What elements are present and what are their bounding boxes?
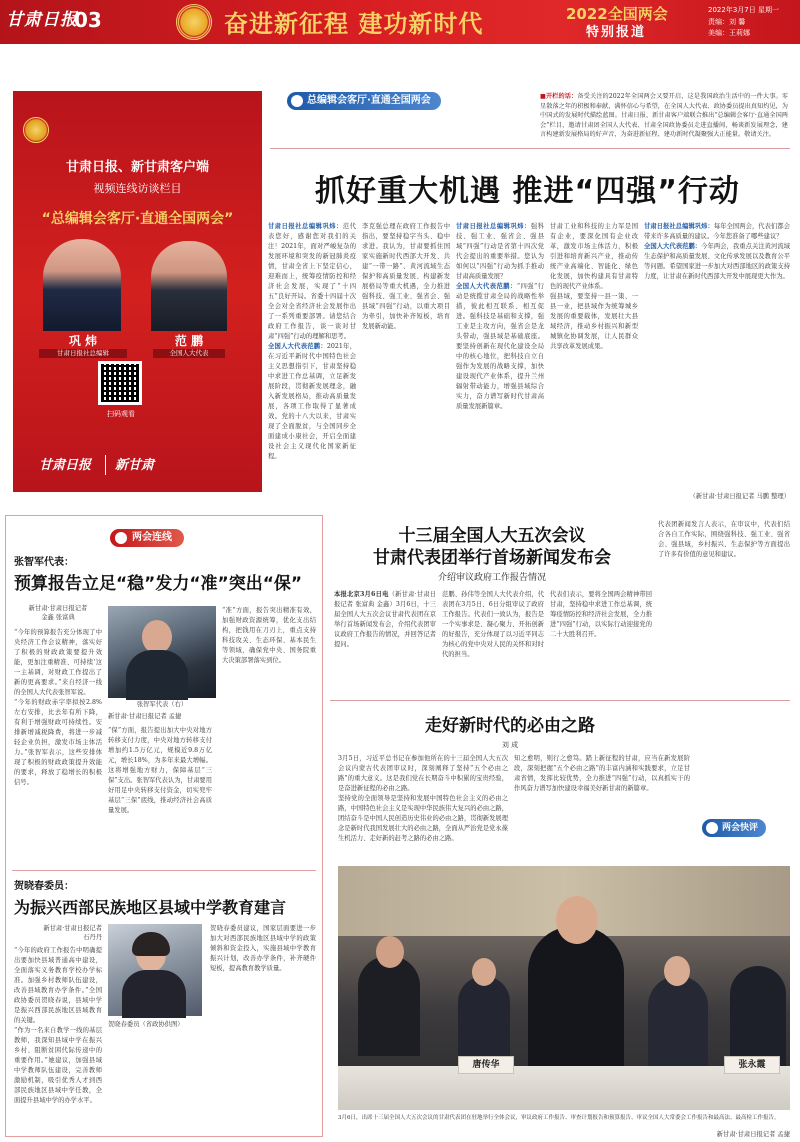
press-p3-text: 代表们表示，要将全国两会精神带回甘肃，坚持稳中求进工作总基调，统筹疫情防控和经济社会发展，全力推进“四强”行动，以实际行动迎接党的二十大胜利召开。 [550,591,652,638]
kuaiping-tag [702,819,766,837]
promo-title: “总编辑会客厅·直通全国两会” [41,211,234,227]
he-photo [108,924,202,1016]
press-p1-text: （新甘肃·甘肃日报记者 张富典 金鑫）3月6日，十三届全国人大五次会议甘肃代表团在京举行首场新闻发布会，介绍代表团审议政府工作报告的情况，并回答记者提问。 [334,591,436,648]
comment-p1: 3月5日，习近平总书记在参加他所在的十三届全国人大五次会议内蒙古代表团审议时，深刻阐释了坚持“五个必由之路”的重大意义。这是我们党在长期奋斗中积累的宝贵经验，是奋进新征程的必由之路。 [338,755,508,792]
issue-date: 2022年3月7日 星期一 [708,6,779,14]
p9-text: 今年两会，我重点关注黄河流域生态保护和高质量发展、文化传承发展以及教育公平等问题。希望国家进一步加大对西部地区的政策支持力度，让甘肃在新时代西部大开发中展现更大作为。 [644,243,791,280]
comment-col-2 [514,754,690,860]
nameplate-1: 唐传华 [458,1056,514,1074]
he-col-1 [14,946,102,1132]
comment-p2: 坚持党的全面领导是坚持和发展中国特色社会主义的必由之路，中国特色社会主义是实现中华民族伟大复兴的必由之路，团结奋斗是中国人民创造历史伟业的必由之路，贯彻新发展理念是新时代我国发展壮大的必由之路，全面从严治党是党永葆生机活力、走好新的赶考之路的必由之路。 [338,795,509,842]
person2-photo [151,241,227,331]
p4-text: 强科技、强工业、强省会、强县域“四强”行动是省第十四次党代会提出的重要举措。您认为如何以“四强”行动为抓手推动甘肃高质量发展？ [456,223,545,280]
kuaiping-tag-icon [706,822,718,834]
kuaiping-tag-label: 两会快评 [722,823,759,833]
person1-name: 巩 炜 [68,334,98,348]
comment-headline: 走好新时代的必由之路 [425,716,595,736]
page-number: 03 [74,8,102,32]
promo-badge-icon [23,117,49,143]
person2-role: 全国人大代表 [153,349,225,358]
promo-panel [13,91,262,492]
zhang-p4: “准”方面，报告突出精准有效，加强财政资源统筹，优化支出结构，把钱用在刀刃上，重点支持科技攻关、生态环保、基本民生等领域，确保党中央、国务院重大决策部署落实到位。 [222,607,316,664]
promo-line1: 甘肃日报、新甘肃客户端 [65,160,209,175]
intro-divider [270,148,790,149]
interview-col-1 [268,222,356,504]
he-p1: “今年的政府工作报告中明确提出要加快县域普通高中建设，全面落实义务教育学校办学标准。加强乡村教师队伍建设，改善县域教育办学条件。”全国政协委员贺晓春说，县域中学是振兴西部民族地区县域教育的关键。 [14,947,102,1024]
zhang-col-2 [108,726,212,866]
interview-col-4 [550,222,638,504]
photo-caption: 3月6日，出席十三届全国人大五次会议的甘肃代表团在驻地举行全体会议，审议政府工作报告、审查计划报告和预算报告、审议全国人大常委会工作报告和最高法、最高检工作报告。 [338,1115,780,1121]
column-tag [287,92,441,110]
he-p2: 贺晓春委员建议，国家层面要进一步加大对西部民族地区县域中学的政策倾斜和资金投入，实施县域中学教育振兴计划，改善办学条件，补齐硬件短板，提高教育教学质量。 [210,925,316,972]
p6-text: 甘肃工业和科技的主力军是国有企业，要深化国有企业改革，激发市场主体活力，积极引进和培育新兴产业，推动传统产业高端化、智能化、绿色化发展，加快构建具有甘肃特色的现代产业体系。 [550,223,638,290]
press-col-3 [550,590,652,690]
lianxian-tag [110,529,184,547]
designer-credit: 美编：王莉娜 [708,29,750,37]
interview-credit: （新甘肃·甘肃日报记者 马鹏 整理） [689,493,790,500]
press-col-1 [334,590,436,690]
p1-label: 甘肃日报社总编辑巩炜： [268,223,343,230]
promo-footer-logo2: 新甘肃 [115,458,155,473]
special-report-sub: 特别报道 [586,25,647,40]
left-divider [12,870,316,871]
promo-footer-logo1: 甘肃日报 [39,458,92,473]
person2-name: 范 鹏 [174,334,204,348]
promo-line2: 视频连线访谈栏目 [93,182,182,195]
press-headline-1: 十三届全国人大五次会议 [398,526,586,546]
press-col-4 [658,520,790,692]
slogan: 奋进新征程 建功新时代 [224,10,484,38]
press-col-2 [442,590,544,690]
party-emblem-icon [176,4,212,40]
press-p2-text: 范鹏、孙伟等全国人大代表介绍，代表团在3月5日、6日分组审议了政府工作报告。代表们一致认为，报告是一个实事求是、凝心聚力、开拓创新的好报告，充分体现了以习近平同志为核心的党中央对人民的关怀和对时代的担当。 [442,591,544,658]
comment-top-line [330,700,790,701]
comment-author: 刘 成 [501,741,519,749]
p2-text: 2021年，在习近平新时代中国特色社会主义思想指引下，甘肃坚持稳中求进工作总基调，立足新发展阶段，贯彻新发展理念，融入新发展格局，推动高质量发展，各项工作取得了显著成效。党的十八大以来，甘肃实现了全面脱贫，与全国同步全面建成小康社会，开启全面建设社会主义现代化国家新征程。 [268,343,357,460]
press-subhead: 介绍审议政府工作报告情况 [437,573,546,583]
zhang-headline: 预算报告立足“稳”发力“准”突出“保” [14,574,303,594]
nameplate-2: 张永霞 [724,1056,780,1074]
intro-label: ■开栏的话： [540,93,578,100]
column-tag-icon [291,95,303,107]
p3-text: 李克强总理在政府工作报告中指出，要坚持稳字当头、稳中求进。我认为，甘肃要抓住国家实施新时代西部大开发、共建“一带一路”、黄河流域生态保护和高质量发展、构建新发展格局等重大机遇，全力推进强科技、强工业、强省会、强县域“四强”行动，以重大项目为牵引，加快补齐短板，培育发展新动能。 [362,223,450,330]
he-photo-caption: 贺晓春委员（省政协供图） [108,1021,184,1028]
editor-credit: 责编：刘 馨 [708,18,746,26]
zhang-p3: “保”方面，报告提出加大中央对地方转移支付力度，中央对地方转移支付增加约1.5万亿元，规模近9.8万亿元，增长18%，为多年来最大增幅。这将增强地方财力，保障基层“三保”支出。张智军代表认为，甘肃要用好用足中央转移支付资金，切实兜牢基层“三保”底线，推动经济社会高质量发展。 [108,727,212,814]
p5-label: 全国人大代表范鹏： [456,283,517,290]
masthead [0,0,800,44]
p1-text: 范代表您好，感谢您对我们的关注！2021年，面对严峻复杂的发展环境和突发的新冠肺炎疫情，甘肃全省上下坚定信心，迎难而上，统筹疫情防控和经济社会发展，实现了“十四五”良好开局。省委十四届十次全会对全省经济社会发展作出了一系列重要部署。请您结合政府工作报告，谈一谈对甘肃“四强”行动的理解和思考。 [268,223,357,340]
zhang-p2: “今年的财政赤字率拟按2.8%左右安排，比去年有所下降，有利于增强财政可持续性。安排新增减税降费，将进一步减轻企业负担，激发市场主体活力。”张智军表示，这些安排体现了积极的财政政策提升效能的要求，释放了稳增长的积极信号。 [14,699,102,786]
p9-label: 全国人大代表范鹏： [644,243,702,250]
intro-text [540,92,788,139]
press-headline-2: 甘肃代表团举行首场新闻发布会 [373,548,611,568]
p7-text: 强县域，要坚持一县一策、一县一业，把县域作为统筹城乡发展的重要载体，发展壮大县域经济，推动乡村振兴和新型城镇化协调发展，让人民群众共享改革发展成果。 [550,293,638,350]
p8-text: 每年全国两会，代表们都会带来许多高质量的建议。今年您准备了哪些建议？ [644,223,791,240]
zhang-col-3 [222,606,316,866]
interview-col-2 [362,222,450,504]
interview-col-5 [644,222,790,490]
zhang-p1: “今年的预算报告充分体现了中央经济工作会议精神，落实好了积极的财政政策要提升效能，更加注重精准、可持续‘这一主基调，对财政工作提出了新的更高要求。”来自经济一线的全国人大代表张智军说。 [14,629,102,696]
masthead-logo: 甘肃日报 [6,10,78,30]
comment-col-1 [338,754,508,860]
lianxian-tag-label: 两会连线 [132,532,172,543]
person1-photo [43,239,121,331]
zhang-col-1 [14,628,102,910]
comment-p3: 知之愈明，则行之愈笃。踏上新征程的甘肃，应当在新发展阶段，深刻把握“五个必由之路”的丰富内涵和实践要求，立足甘肃省情，发挥比较优势，全力推进“四强”行动，以真抓实干的作风奋力谱写加快建设幸福美好新甘肃的新篇章。 [514,755,690,792]
promo-footer-divider [105,455,106,475]
interview-headline: 抓好重大机遇 推进“四强”行动 [315,174,740,209]
zhang-byline: 新甘肃·甘肃日报记者 金鑫 张富典 [28,605,88,621]
he-byline: 新甘肃·甘肃日报记者 石丹丹 [43,925,102,941]
qr-code-icon[interactable] [98,361,142,405]
qr-label: 扫码观看 [107,410,135,418]
p8-label: 甘肃日报社总编辑巩炜： [644,223,714,230]
intro-body: 备受关注的2022年全国两会又要开启，这是我国政治生活中的一件大事。零星散落之年的积极和奉献，满怀信心与希望，在全国人大代表、政协委员提出真知灼见，为中国式的发展时代描绘蓝图。甘肃日报、新甘肃客户端联合推出“总编辑会客厅·直通全国两会”栏目，邀请甘肃团全国人大代表、甘肃全国政协委员走进直播间，畅谈新发展理念，建言构建新发展格局的好声音，为奋进新征程、建功新时代凝聚强大正能量。敬请关注。 [540,93,788,139]
column-tag-label: 总编辑会客厅·直通全国两会 [307,95,431,106]
photo-credit: 新甘肃·甘肃日报记者 孟捷 [716,1131,790,1138]
lianxian-tag-icon [115,532,127,544]
press-p4-text: 代表团新闻发言人表示，在审议中，代表们结合各自工作实际，围绕强科技、强工业、强省会、强县域，乡村振兴、生态保护等方面提出了许多有价值的意见和建议。 [658,521,790,558]
p2-label: 全国人大代表范鹏： [268,343,327,350]
special-report-title: 2022全国两会 [566,5,668,23]
he-col-2 [210,924,316,1132]
zhang-photo-credit: 新甘肃·甘肃日报记者 孟捷 [108,713,182,720]
person1-role: 甘肃日报社总编辑 [39,349,127,358]
he-p3: “作为一名来自教学一线的基层教师，我深知县域中学在振兴乡村、阻断贫困代际传递中的重要作用。”她建议，加强县域中学教师队伍建设，完善教师激励机制，吸引优秀人才到西部民族地区县域中学任教，全面提升县域中学的办学水平。 [14,1027,102,1104]
zhang-photo-caption: 张智军代表（右） [136,701,188,708]
press-p1-label: 本报北京3月6日电 [334,591,389,598]
p4-label: 甘肃日报社总编辑巩炜： [456,223,531,230]
zhang-photo [108,606,216,698]
interview-col-3 [456,222,544,504]
meeting-photo [338,866,790,1110]
he-headline: 为振兴西部民族地区县域中学教育建言 [14,898,287,917]
zhang-name: 张智军代表： [14,557,74,568]
he-name: 贺晓春委员： [14,881,74,892]
p5-text: “四强”行动是统揽甘肃全局的战略性举措，彼此相互联系、相互促进。强科技是基础和支撑，强工业是主攻方向，强省会是龙头带动，强县域是基础底座。要坚持创新在现代化建设全局中的核心地位，把科技自立自强作为发展的战略支撑，加快建设现代产业体系，提升兰州辐射带动能力，增强县域综合实力，奋力谱写新时代甘肃高质量发展新篇章。 [456,283,544,410]
